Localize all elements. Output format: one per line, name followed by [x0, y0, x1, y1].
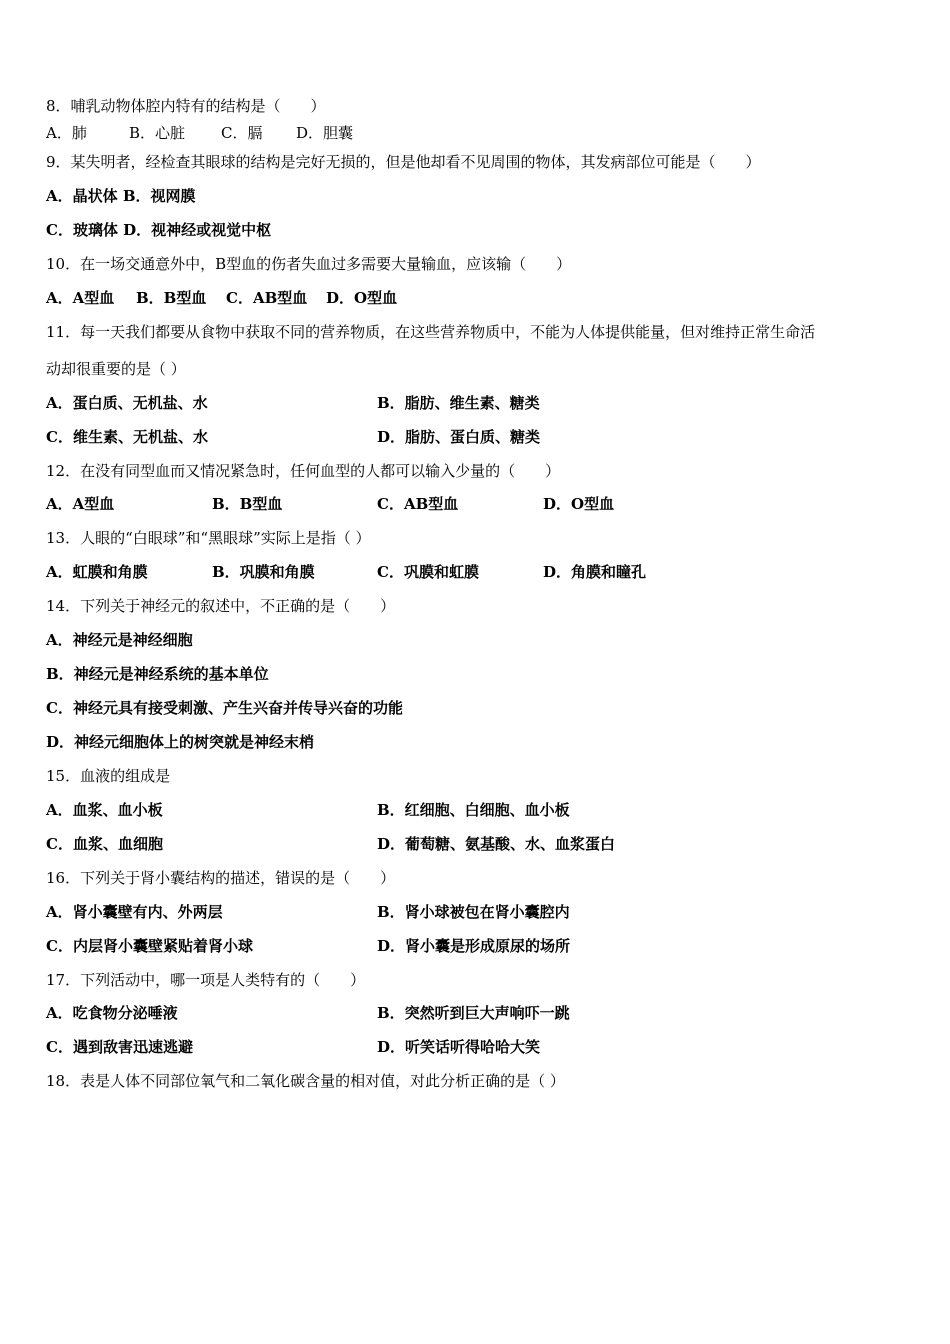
- question-11-option-b: B．脂肪、维生素、糖类: [377, 394, 540, 412]
- question-9-option-ab: A．晶状体 B．视网膜: [46, 187, 196, 205]
- question-16-option-b: B．肾小球被包在肾小囊腔内: [377, 903, 570, 921]
- question-8-option-d: D．胆囊: [296, 124, 354, 142]
- question-8-options: [46, 123, 446, 143]
- question-11-options-row1: [46, 393, 906, 413]
- question-16-stem: 16．下列关于肾小囊结构的描述，错误的是（ ）: [46, 869, 396, 887]
- question-16-option-a: A．肾小囊壁有内、外两层: [46, 903, 223, 921]
- question-8-stem: 8．哺乳动物体腔内特有的结构是（ ）: [46, 97, 326, 115]
- question-13-option-d: D．角膜和瞳孔: [543, 563, 647, 581]
- question-17-option-a: A．吃食物分泌唾液: [46, 1004, 178, 1022]
- question-16-option-c: C．内层肾小囊壁紧贴着肾小球: [46, 937, 253, 955]
- question-17-stem: 17．下列活动中，哪一项是人类特有的（ ）: [46, 971, 366, 989]
- question-14-option-a: A．神经元是神经细胞: [46, 631, 193, 649]
- question-14-stem: 14．下列关于神经元的叙述中，不正确的是（ ）: [46, 597, 396, 615]
- question-10-option-c: C．AB型血: [226, 289, 308, 307]
- question-12-option-d: D．O型血: [543, 495, 615, 513]
- question-16-options-row1: [46, 902, 906, 922]
- question-17-options-row2: [46, 1037, 906, 1057]
- question-14-option-d: D．神经元细胞体上的树突就是神经末梢: [46, 733, 315, 751]
- question-11-option-c: C．维生素、无机盐、水: [46, 428, 208, 446]
- question-10-option-a: A．A型血: [46, 289, 115, 307]
- question-15-option-b: B．红细胞、白细胞、血小板: [377, 801, 570, 819]
- question-16-option-d: D．肾小囊是形成原尿的场所: [377, 937, 571, 955]
- question-11-options-row2: [46, 427, 906, 447]
- question-14-option-b: B．神经元是神经系统的基本单位: [46, 665, 269, 683]
- question-15-option-c: C．血浆、血细胞: [46, 835, 163, 853]
- question-11-stem-line2: 动却很重要的是（ ）: [46, 360, 186, 378]
- question-12-options: [46, 494, 906, 514]
- question-15-option-d: D．葡萄糖、氨基酸、水、血浆蛋白: [377, 835, 616, 853]
- question-10-options: [46, 288, 446, 308]
- question-12-option-c: C．AB型血: [377, 495, 459, 513]
- question-15-options-row1: [46, 800, 906, 820]
- question-8-option-b: B．心脏: [129, 124, 186, 142]
- question-15-option-a: A．血浆、血小板: [46, 801, 163, 819]
- question-8-option-a: A．肺: [46, 124, 87, 142]
- question-12-option-b: B．B型血: [212, 495, 283, 513]
- question-15-stem: 15．血液的组成是: [46, 767, 171, 785]
- question-9-option-cd: C．玻璃体 D．视神经或视觉中枢: [46, 221, 272, 239]
- question-11-option-d: D．脂肪、蛋白质、糖类: [377, 428, 541, 446]
- question-15-options-row2: [46, 834, 906, 854]
- question-17-option-b: B．突然听到巨大声响吓一跳: [377, 1004, 570, 1022]
- question-17-option-c: C．遇到敌害迅速逃避: [46, 1038, 193, 1056]
- question-14-option-c: C．神经元具有接受刺激、产生兴奋并传导兴奋的功能: [46, 699, 403, 717]
- question-13-option-c: C．巩膜和虹膜: [377, 563, 479, 581]
- question-18-stem: 18．表是人体不同部位氧气和二氧化碳含量的相对值，对此分析正确的是（ ）: [46, 1072, 565, 1090]
- question-10-option-b: B．B型血: [136, 289, 207, 307]
- question-13-options: [46, 562, 906, 582]
- question-13-option-b: B．巩膜和角膜: [212, 563, 315, 581]
- question-12-stem: 12．在没有同型血而又情况紧急时，任何血型的人都可以输入少量的（ ）: [46, 462, 561, 480]
- question-17-options-row1: [46, 1003, 906, 1023]
- question-10-stem: 10．在一场交通意外中，B型血的伤者失血过多需要大量输血，应该输（ ）: [46, 255, 572, 273]
- question-12-option-a: A．A型血: [46, 495, 115, 513]
- question-11-option-a: A．蛋白质、无机盐、水: [46, 394, 208, 412]
- question-10-option-d: D．O型血: [326, 289, 398, 307]
- question-17-option-d: D．听笑话听得哈哈大笑: [377, 1038, 541, 1056]
- question-13-option-a: A．虹膜和角膜: [46, 563, 148, 581]
- question-16-options-row2: [46, 936, 906, 956]
- question-9-stem: 9．某失明者，经检查其眼球的结构是完好无损的，但是他却看不见周围的物体，其发病部位可能是（ ）: [46, 153, 761, 171]
- question-13-stem: 13．人眼的“白眼球”和“黑眼球”实际上是指（ ）: [46, 529, 371, 547]
- question-8-option-c: C．膈: [221, 124, 263, 142]
- question-11-stem-line1: 11．每一天我们都要从食物中获取不同的营养物质，在这些营养物质中，不能为人体提供能量，但对维持正常生命活: [46, 323, 816, 341]
